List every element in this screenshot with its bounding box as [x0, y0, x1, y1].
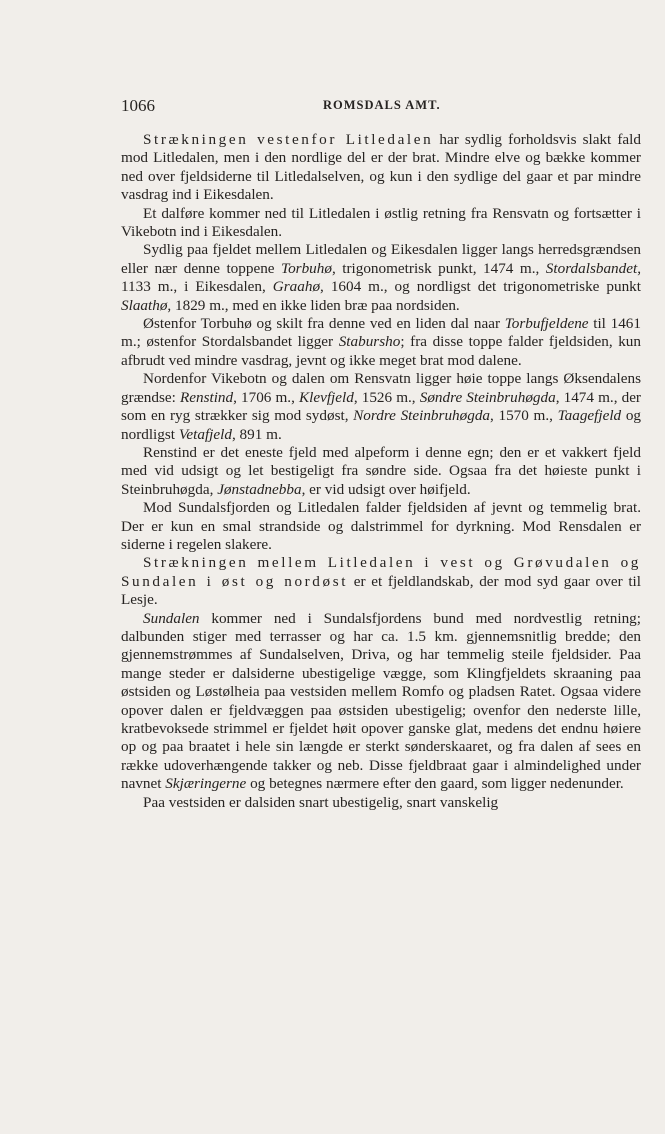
text-run: har sydlig forholdsvis slakt fald mod Litledalen, men i den nordlige del er der brat. Mindre elve og bække kommer ned over fjeldsiderne til Litledalselven, og kun i den sydlige del gaar et par mindre vasdrag ind i Eikesdalen.: [121, 131, 641, 204]
text-run: , 1570 m.,: [490, 407, 558, 425]
text-run: Strækningen vestenfor Litledalen: [143, 131, 434, 148]
italic-place-name: Stabursho: [338, 333, 401, 351]
text-run: er et fjeldlandskab, der mod syd gaar over til Lesje.: [121, 572, 641, 609]
text-run: , 891 m.: [231, 425, 282, 443]
text-run: Sydlig paa fjeldet mellem Litledalen og Eikesdalen ligger langs herredsgrændsen eller nær denne toppene: [121, 241, 641, 277]
text-run: , er vid udsigt over høifjeld.: [301, 480, 471, 498]
text-run: Renstind er det eneste fjeld med alpeform i denne egn; den er et vakkert fjeld med vid udsigt og let bestigeligt fra søndre side. Ogsaa fra det høieste punkt i Steinbruhøgda,: [121, 443, 641, 498]
italic-place-name: Taagefjeld: [557, 407, 622, 425]
italic-place-name: Stordalsbandet: [545, 259, 638, 277]
italic-place-name: Skjæringerne: [165, 775, 247, 793]
italic-place-name: Vetafjeld: [178, 425, 232, 443]
running-title: ROMSDALS AMT.: [323, 98, 441, 112]
page-header: [0, 96, 665, 118]
italic-place-name: Slaathø: [121, 296, 168, 314]
text-run: , 1706 m.,: [233, 388, 299, 406]
italic-place-name: Sundalen: [143, 609, 200, 627]
text-run: , trigonometrisk punkt, 1474 m.,: [331, 259, 546, 277]
paragraph: [121, 205, 641, 242]
text-run: , 1604 m., og nordligst det trigonometriske punkt: [320, 278, 641, 296]
paragraph: [121, 241, 641, 315]
paragraph: [121, 444, 641, 499]
italic-place-name: Renstind: [179, 388, 234, 406]
italic-place-name: Torbufjeldene: [504, 315, 589, 333]
text-run: , 1474 m., der som en ryg strækker sig mod sydøst,: [121, 388, 641, 425]
italic-place-name: Søndre Steinbruhøgda: [419, 388, 556, 406]
text-run: Paa vestsiden er dalsiden snart ubestigelig, snart vanskelig: [143, 793, 499, 811]
text-run: og nordligst: [121, 407, 642, 443]
text-run: , 1829 m., med en ikke liden bræ paa nordsiden.: [167, 296, 460, 314]
paragraph: [121, 315, 641, 370]
paragraph: [121, 370, 641, 444]
italic-place-name: Torbuhø: [281, 259, 332, 277]
paragraph: [121, 554, 641, 609]
paragraph: [121, 794, 641, 812]
text-run: Mod Sundalsfjorden og Litledalen falder fjeldsiden af jevnt og temmelig brat. Der er kun en smal strandside og dalstrimmel for dyrkning. Mod Rensdalen er siderne i regelen slakere.: [121, 499, 641, 553]
text-run: , 1526 m.,: [353, 388, 420, 406]
italic-place-name: Klevfjeld: [299, 388, 354, 406]
text-run: og betegnes nærmere efter den gaard, som ligger nedenunder.: [246, 775, 624, 793]
text-run: kommer ned i Sundalsfjordens bund med nordvestlig retning; dalbunden stiger med terrasser og har ca. 1.5 km. gjennemsnitlig bredde; den gjennemstrømmes af Sundalselven, Driva, og har temmelig steile fjeldsider. Paa mange steder er dalsiderne ubestigelige vægge, som Klingfjeldets skraaning paa østsiden og Løstølheia paa vestsiden mellem Romfo og pladsen Ratet. Ogsaa videre opover dalen er fjeldvæggen paa østsiden ubestigelig; ovenfor den nederste lille, kratbevoksede strimmel er fjeldet høit opover ganske glat, medens det endnu høiere op og paa braatet i hele sin længde er sterkt sønderskaaret, og fra dalen af sees en række udoverhængende takker og neb. Disse fjeldbraat gaar i almindelighed under navnet: [121, 609, 641, 793]
italic-place-name: Nordre Steinbruhøgda: [353, 407, 491, 425]
text-run: Strækningen mellem Litledalen i vest og Grøvudalen og Sundalen i øst og nordøst: [121, 554, 641, 590]
text-run: Østenfor Torbuhø og skilt fra denne ved en liden dal naar: [143, 315, 505, 333]
paragraph: [121, 131, 641, 205]
body-text: [121, 131, 641, 812]
text-run: til 1461 m.; østenfor Stordalsbandet ligger: [121, 315, 641, 351]
paragraph: [121, 499, 641, 554]
text-run: Nordenfor Vikebotn og dalen om Rensvatn ligger høie toppe langs Øksendalens grændse:: [121, 370, 641, 406]
italic-place-name: Graahø: [272, 278, 321, 296]
page-number: 1066: [121, 96, 155, 115]
italic-place-name: Jønstadnebba: [217, 480, 302, 498]
paragraph: [121, 610, 641, 794]
text-run: Et dalføre kommer ned til Litledalen i østlig retning fra Rensvatn og fortsætter i Vikebotn ind i Eikesdalen.: [121, 204, 641, 241]
text-run: ; fra disse toppe falder fjeldsiden, kun afbrudt ved mindre vasdrag, jevnt og ikke meget brat mod dalene.: [121, 333, 641, 369]
text-run: , 1133 m., i Eikesdalen,: [121, 259, 641, 296]
